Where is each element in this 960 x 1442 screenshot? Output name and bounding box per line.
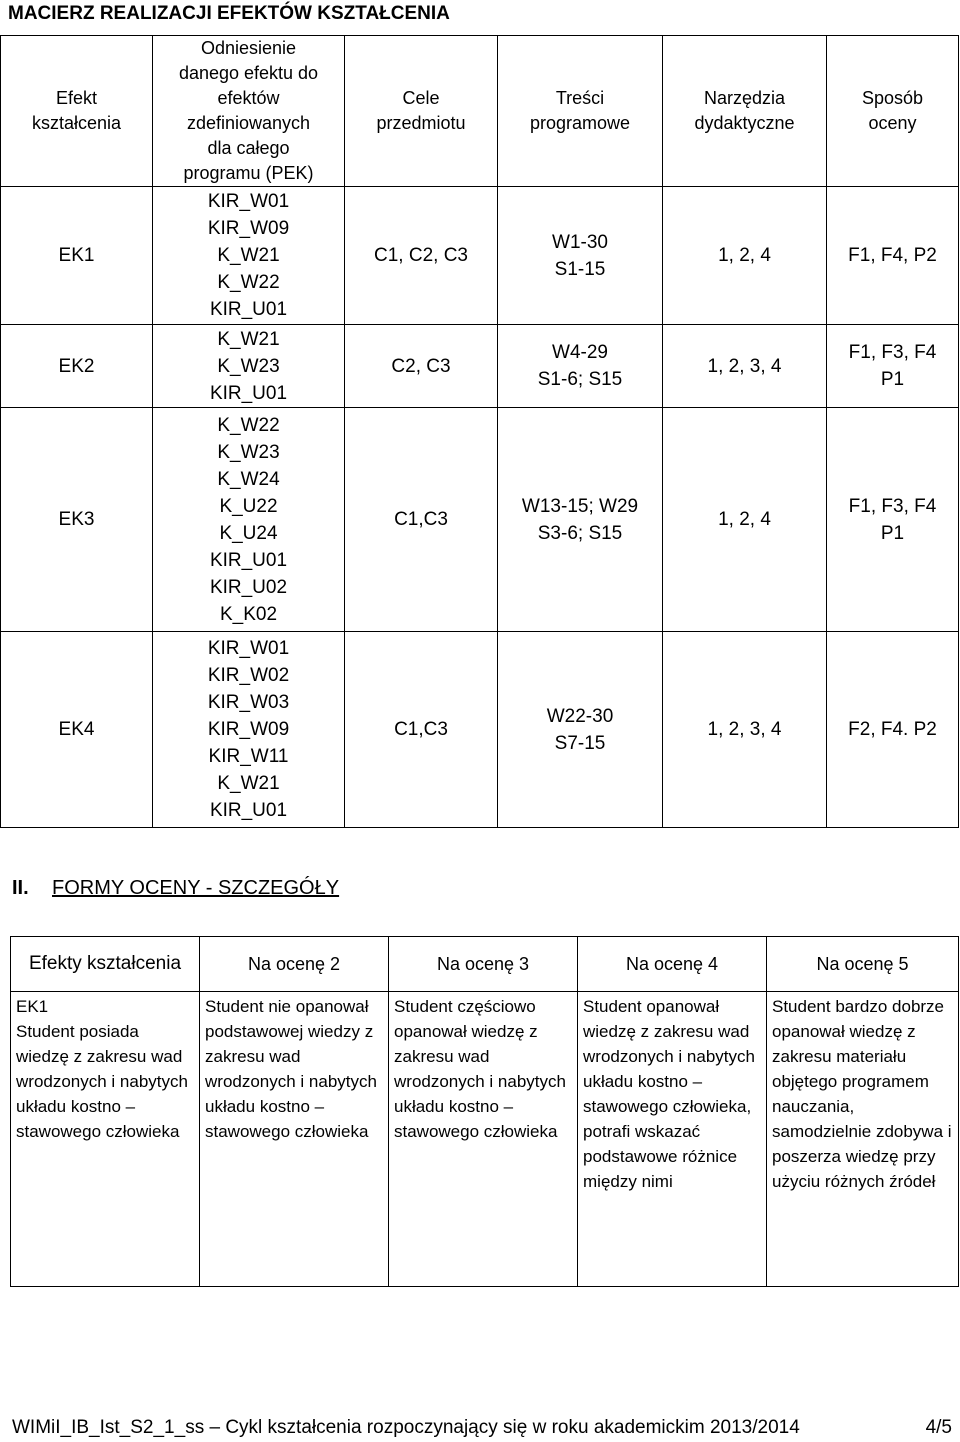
table-row	[1, 187, 959, 325]
efekt-cell: EK2	[1, 325, 153, 408]
section-number: II.	[12, 877, 29, 899]
document-title: MACIERZ REALIZACJI EFEKTÓW KSZTAŁCENIA	[8, 3, 450, 24]
header-ocena-4: Na ocenę 4	[578, 937, 767, 992]
header-ocena-3: Na ocenę 3	[389, 937, 578, 992]
efekt-cell: EK3	[1, 408, 153, 632]
header-efekt: Efekt kształcenia	[1, 36, 153, 187]
header-narzedzia: Narzędzia dydaktyczne	[663, 36, 827, 187]
cele-cell: C1,C3	[345, 408, 498, 632]
tresci-cell: W1-30 S1-15	[498, 187, 663, 325]
narzedzia-cell: 1, 2, 4	[663, 187, 827, 325]
header-cele: Cele przedmiotu	[345, 36, 498, 187]
page-footer	[12, 1417, 957, 1439]
narzedzia-cell: 1, 2, 3, 4	[663, 325, 827, 408]
narzedzia-cell: 1, 2, 3, 4	[663, 632, 827, 828]
pek-cell: KIR_W01 KIR_W09 K_W21 K_W22 KIR_U01	[153, 187, 345, 325]
header-ocena-2: Na ocenę 2	[200, 937, 389, 992]
sposob-cell: F2, F4. P2	[827, 632, 959, 828]
table-row	[1, 325, 959, 408]
tresci-cell: W13-15; W29 S3-6; S15	[498, 408, 663, 632]
tresci-cell: W22-30 S7-15	[498, 632, 663, 828]
header-efekty-ksztalcenia: Efekty kształcenia	[11, 937, 200, 992]
efekt-description-cell	[11, 992, 200, 1287]
forms-header-row	[11, 937, 959, 992]
pek-cell: K_W22 K_W23 K_W24 K_U22 K_U24 KIR_U01 KIR_U02 K_K02	[153, 408, 345, 632]
footer-text: WIMiI_IB_Ist_S2_1_ss – Cykl kształcenia rozpoczynający się w roku akademickim 2013/2014	[12, 1417, 800, 1438]
table-row	[1, 632, 959, 828]
ocena-5-cell: Student bardzo dobrze opanował wiedzę z zakresu materiału objętego programem nauczania, samodzielnie zdobywa i poszerza wiedzę przy użyciu różnych źródeł	[767, 992, 959, 1287]
sposob-cell: F1, F3, F4 P1	[827, 325, 959, 408]
pek-cell: KIR_W01 KIR_W02 KIR_W03 KIR_W09 KIR_W11 K_W21 KIR_U01	[153, 632, 345, 828]
efekt-description: Student posiada wiedzę z zakresu wad wrodzonych i nabytych układu kostno – stawowego człowieka	[16, 1022, 188, 1141]
efekt-cell: EK1	[1, 187, 153, 325]
sposob-cell: F1, F3, F4 P1	[827, 408, 959, 632]
cele-cell: C2, C3	[345, 325, 498, 408]
narzedzia-cell: 1, 2, 4	[663, 408, 827, 632]
table-row	[1, 408, 959, 632]
ocena-4-cell: Student opanował wiedzę z zakresu wad wrodzonych i nabytych układu kostno – stawowego człowieka, potrafi wskazać podstawowe różnice między nimi	[578, 992, 767, 1287]
sposob-cell: F1, F4, P2	[827, 187, 959, 325]
cele-cell: C1, C2, C3	[345, 187, 498, 325]
ocena-3-cell: Student częściowo opanował wiedzę z zakresu wad wrodzonych i nabytych układu kostno – stawowego człowieka	[389, 992, 578, 1287]
cele-cell: C1,C3	[345, 632, 498, 828]
assessment-forms-table	[10, 936, 959, 1287]
effects-matrix-table	[0, 35, 959, 828]
section-title: FORMY OCENY - SZCZEGÓŁY	[52, 877, 340, 899]
efekt-cell: EK4	[1, 632, 153, 828]
matrix-header-row	[1, 36, 959, 187]
tresci-cell: W4-29 S1-6; S15	[498, 325, 663, 408]
header-sposob: Sposób oceny	[827, 36, 959, 187]
ek-label: EK1	[16, 997, 49, 1016]
ocena-2-cell: Student nie opanował podstawowej wiedzy z zakresu wad wrodzonych i nabytych układu kostno – stawowego człowieka	[200, 992, 389, 1287]
header-tresci: Treści programowe	[498, 36, 663, 187]
header-pek: Odniesienie danego efektu do efektów zdefiniowanych dla całego programu (PEK)	[153, 36, 345, 187]
table-row	[11, 992, 959, 1287]
header-ocena-5: Na ocenę 5	[767, 937, 959, 992]
pek-cell: K_W21 K_W23 KIR_U01	[153, 325, 345, 408]
page-number: 4/5	[925, 1417, 952, 1438]
section-heading	[12, 877, 339, 900]
